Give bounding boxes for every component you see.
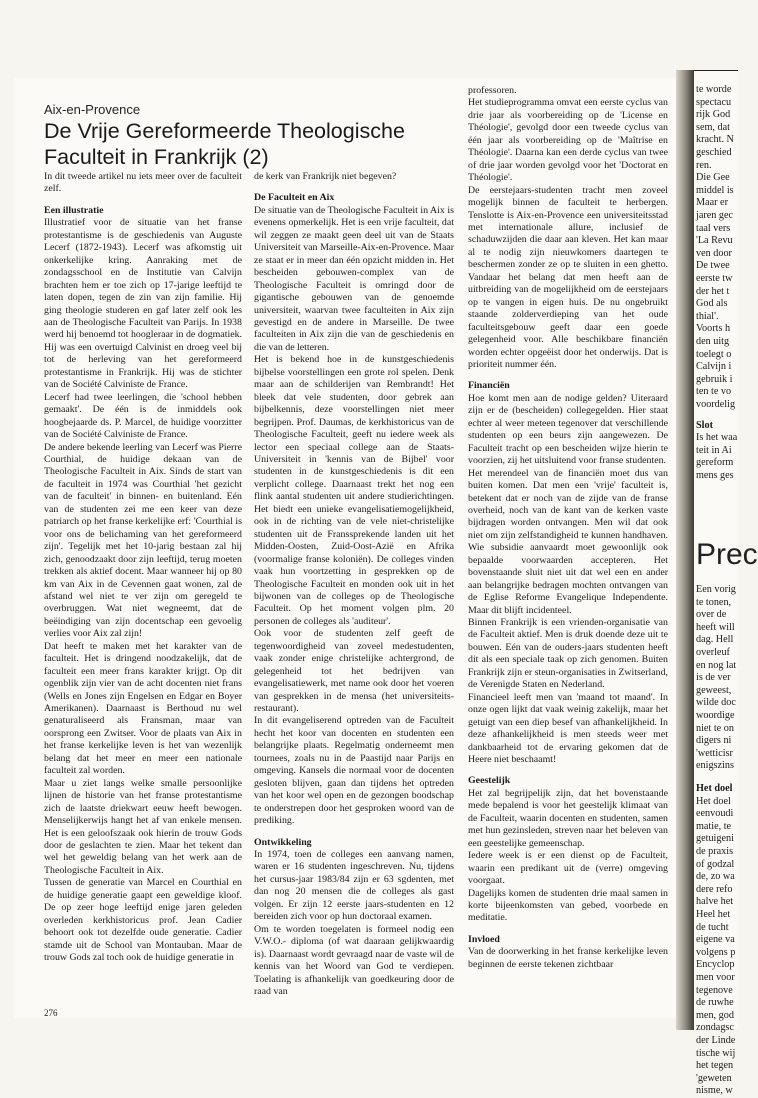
paragraph: Van de doorwerking in het franse kerkelijke leven beginnen de eerste tekenen zichtbaar <box>468 946 668 970</box>
adjacent-text-line: de tucht <box>696 921 729 933</box>
adjacent-text-line: het tegen <box>696 1060 734 1072</box>
adjacent-text-line: Is het waa <box>696 432 738 444</box>
text-column-2 <box>254 171 454 998</box>
adjacent-text-line: wilde doc <box>696 697 736 709</box>
paragraph: De andere bekende leerling van Lecerf was Pierre Courthial, de huidige dekaan van de Theologische Faculteit in Aix. Sinds de start van de faculteit in 1974 was Courthial 'het gezicht van de faculteit' in binnen- en buitenland. Eén van de studenten zei me een keer van deze patriarch op het franse kerkelijke erf: 'Courthial is voor ons de belichaming van het gereformeerd zijn'. Tegelijk met het 10-jarig bestaan zal hij zich, genoodzaakt door zijn leeftijd, terug moeten trekken als aktief docent. Maar wanneer hij op 80 km van Aix in de Cevennen gaat wonen, zal de afstand wel niet te ver zijn om geregeld te overbruggen. Wat niet wegneemt, dat de beëindiging van zijn docentschap een gevoelig verlies voor Aix zal zijn! <box>44 441 242 640</box>
adjacent-heading: Het doel <box>696 783 733 794</box>
adjacent-text-line: is de ver <box>696 672 731 684</box>
section-heading: De Faculteit en Aix <box>254 192 335 204</box>
paragraph: Dat heeft te maken met het karakter van de faculteit. Het is dringend noodzakelijk, dat de faculteit een meer frans karakter krijgt. Op dit ogenblik zijn vier van de acht docenten niet frans (Wells en Jones zijn Engelsen en Edgar en Boyer Amerikanen). Daarnaast is Berthoud nu wel genaturaliseerd als Fransman, maar van oorsprong een Zwitser. Voor de plaats van Aix in het franse kerkelijke leven is het van wezenlijk belang dat het meer en meer een nationale faculteit zal worden. <box>44 640 242 777</box>
adjacent-text-line: der Linde <box>696 1035 736 1046</box>
adjacent-text-line: sem, dat <box>696 121 730 133</box>
book-gutter <box>676 70 694 1030</box>
adjacent-text-line: eerste tw <box>696 273 733 284</box>
adjacent-text-line: heeft will <box>696 621 735 633</box>
adjacent-text-line: der het t <box>696 285 730 297</box>
paragraph: Om te worden toegelaten is formeel nodig een V.W.O.- diploma (of wat daaraan gelijkwaardig is). Daarnaast wordt gevraagd naar de vaste wil de kennis van het Woord van God te verdiepen. Toelating is afhankelijk van goedkeuring door de raad van <box>254 923 454 997</box>
adjacent-text-line: geschied <box>696 147 732 158</box>
paragraph: Iedere week is er een dienst op de Faculteit, waarin een predikant uit de (verre) omgeving voorgaat. <box>468 850 668 887</box>
adjacent-text-line: Maar er <box>696 197 728 209</box>
adjacent-text-line: de, zo wa <box>696 871 735 883</box>
article-title: De Vrije Gereformeerde Theologische Faculteit in Frankrijk (2) <box>44 119 405 169</box>
adjacent-article-title: Prec <box>696 538 758 571</box>
adjacent-text-line: God als <box>696 298 728 310</box>
paragraph: Ook voor de studenten zelf geeft de tegenwoordigheid van zoveel medestudenten, vaak zonder enige christelijke achtergrond, de gelegenheid tot het bedrijven van evangelisatiewerk, met name ook door het voeren van gesprekken in de mensa (het universiteits- restaurant). <box>254 628 454 715</box>
adjacent-text-line: overleuf <box>696 647 730 658</box>
paragraph: In dit tweede artikel nu iets meer over de faculteit zelf. <box>44 171 242 195</box>
paragraph: Het studieprogramma omvat een eerste cyclus van drie jaar als voorbereiding op de 'License en Théologie', gevolgd door een tweede cyclus van één jaar als voorbereiding op de 'Maîtrise en Théologie'. Daarna kan een derde cyclus van twee of drie jaar worden gevolgd voor het 'Doctorat en Théologie'. <box>468 97 668 184</box>
paragraph: Lecerf had twee leerlingen, die 'school hebben gemaakt'. De één is de inmiddels ook hoogbejaarde ds. P. Marcel, de huidige voorzitter van de Société Calviniste de France. <box>44 391 242 441</box>
adjacent-text-line: woordige <box>696 710 735 721</box>
adjacent-text-line: te tonen, <box>696 596 732 608</box>
adjacent-text-line: te worde <box>696 84 732 95</box>
adjacent-text-line: spectacu <box>696 96 732 108</box>
adjacent-text-line: mens ges <box>696 470 734 481</box>
adjacent-text-line: niet te on <box>696 722 734 734</box>
adjacent-text-line: nisme, w <box>696 1085 733 1097</box>
paragraph: Tussen de generatie van Marcel en Courthial en de huidige generatie gaapt een geweldige kloof. De op zeer hoge leeftijd enige jaren geleden overleden kerkhistoricus prof. Jean Cadier behoort ook tot dezelfde oude generatie. Cadier stamde uit de School van Montauban. Maar de trouw Gods zal toch ook de huidige generatie in <box>44 877 242 964</box>
adjacent-text-line: enigszins <box>696 760 734 772</box>
adjacent-text-line: De twee <box>696 260 730 272</box>
adjacent-text-line: of godzal <box>696 858 735 870</box>
adjacent-text-line: tegenove <box>696 984 733 996</box>
adjacent-text-line: halve het <box>696 896 734 908</box>
paragraph: Maar u ziet langs welke smalle persoonlijke lijnen de historie van het franse protestantisme zich de laatste driekwart eeuw heeft bewogen. Menselijkerwijs hangt het af van enkele mensen. Het is een geloofszaak ook hierin de trouw Gods door de geslachten te zien. Maar het tekent dan wel het geweldig belang van het werk aan de Theologische Faculteit in Aix. <box>44 777 242 876</box>
adjacent-text-line: teit in Ai <box>696 444 732 456</box>
adjacent-text-line: Het doel <box>696 795 731 807</box>
page-number: 276 <box>44 1008 58 1018</box>
adjacent-text-line: middel is <box>696 184 734 196</box>
text-column-3 <box>468 85 668 971</box>
adjacent-text-line: Heel het <box>696 909 731 920</box>
adjacent-text-line: tische wij <box>696 1047 736 1059</box>
top-rule <box>694 70 738 71</box>
adjacent-text-line: gebruik i <box>696 373 733 385</box>
paragraph: Het zal begrijpelijk zijn, dat het bovenstaande mede bepalend is voor het geestelijk klimaat van de Faculteit, waarin docenten en studenten, samen met hun gezinsleden, streven naar het beleven van een geestelijke gemeenschap. <box>468 787 668 849</box>
adjacent-text-line: taal vers <box>696 222 731 234</box>
paragraph: Illustratief voor de situatie van het franse protestantisme is de geschiedenis van Auguste Lecerf (1872-1943). Lecerf was afkomstig uit onkerkelijke kring. Aanraking met de zondagsschool en de Institutie van Calvijn brachten hem er toe zich op 17-jarige leeftijd te laten dopen, tegen de zin van zijn familie. Hij ging theologie studeren en gaf later zelf ook les aan de Theologische Faculteit van Parijs. In 1938 werd hij benoemd tot hoogleraar in de dogmatiek. Hij was een overtuigd Calvinist en droeg veel bij tot de herleving van het gereformeerd protestantisme in Frankrijk. Hij was de stichter van de Société Calviniste de France. <box>44 217 242 391</box>
section-heading: Een illustratie <box>44 204 104 216</box>
adjacent-text-line: digers ni <box>696 735 732 747</box>
adjacent-text-line: Die Gee <box>696 172 730 184</box>
paragraph: In 1974, toen de colleges een aanvang namen, waren er 16 studenten ingeschreven. Nu, tijdens het cursus-jaar 1983/84 zijn er 63 sgdenten, met dan nog 20 mensen die de colleges als gast volgen. Er zijn 12 eerste jaars-studenten en 12 bereiden zich voor op hun doctoraal examen. <box>254 849 454 923</box>
adjacent-text-line: Calvijn i <box>696 361 732 373</box>
paragraph: Binnen Frankrijk is een vrienden-organisatie van de Faculteit aktief. Men is druk doende deze uit te bouwen. Eén van de ouders-jaars studenten heeft dit als een speciale taak op zich genomen. Buiten Frankrijk zijn er steun-organisaties in Zwitserland, de Verenigde Staten en Nederland. <box>468 617 669 691</box>
adjacent-text-line: geweest, <box>696 684 732 696</box>
paragraph: De eerstejaars-studenten tracht men zoveel mogelijk binnen de faculteit te herbergen. Tenslotte is Aix-en-Provence een universiteitsstad met internationale allure, inclusief de schaduwzijden die daar aan kleven. Het kan maar al te nodig zijn nieuwkomers daartegen te beschermen zonder ze op te sluiten in een ghetto. Vandaar het belang dat men heeft aan de uitbreiding van de mogelijkheid om de eerstejaars op te vangen in eigen huis. De nu ongebruikt staande zolderverdieping van het oude faculteitsgebouw geeft daar een goede gelegenheid voor. Alle beschikbare financiën worden echter opgeëist door het onderwijs. Dat is prioriteit nummer één. <box>468 184 668 370</box>
adjacent-text-line: matie, te <box>696 820 732 832</box>
section-heading: Ontwikkeling <box>254 836 312 848</box>
adjacent-text-line: thial'. <box>696 310 719 322</box>
adjacent-text-line: men, god <box>696 1009 734 1021</box>
section-heading: Geestelijk <box>468 775 511 787</box>
adjacent-text-line: toelegt o <box>696 348 732 360</box>
adjacent-text-line: dag. Hell <box>696 634 734 646</box>
adjacent-text-line: ten te vo <box>696 386 732 398</box>
paragraph: De situatie van de Theologische Faculteit in Aix is evenens opmerkelijk. Het is een vrije faculteit, dat wil zeggen ze maakt geen deel uit van de Staats Universiteit van Marseille-Aix-en-Provence. Maar ze staat er in meer dan één opzicht midden in. Het bescheiden gebouwen-complex van de Theologische Faculteit is omringd door de gigantische gebouwen van de genoemde universiteit, waarvan twee faculteiten in Aix zijn gevestigd en de andere in Marseille. De twee faculteiten in Aix zijn die van de geschiedenis en die van de letteren. <box>254 204 454 353</box>
adjacent-text-line: den uitg <box>696 336 730 347</box>
adjacent-text-line: over de <box>696 609 727 621</box>
paragraph: Dagelijks komen de studenten drie maal samen in korte bijeenkomsten van gebed, voorbede en meditatie. <box>468 887 668 924</box>
adjacent-text-line: 'geweten <box>696 1072 732 1084</box>
paragraph: de kerk van Frankrijk niet begeven? <box>254 171 397 182</box>
adjacent-text-line: de ruwhe <box>696 997 734 1009</box>
paragraph: Het is bekend hoe in de kunstgeschiedenis bijbelse voorstellingen een grote rol spelen. Denk maar aan de schilderijen van Rembrandt! Het bleek dat vele studenten, door gebrek aan bijbelkennis, deze voorstellingen niet meer begrijpen. Prof. Daumas, de kerkhistoricus van de Theologische Faculteit, geeft nu iedere week als lector een speciaal college aan de Staats-Universiteit in 'kennis van de Bijbel' voor studenten in de kunstgeschiedenis is dit een verplicht college. Daarnaast trekt het nog een flink aantal studenten uit andere studierichtingen. Het biedt een unieke evangelisatiemogelijkheid, ook in de richting van de vele niet-christelijke studenten uit de Franssprekende landen uit het Midden-Oosten, Zuid-Oost-Azië en Afrika (voormalige franse koloniën). De colleges vinden vaak hun voortzetting in gesprekken op de Theologische Faculteit en monden ook uit in het bijwonen van de colleges op de Theologische Faculteit. Op het moment volgen plm. 20 personen de colleges als 'auditeur'. <box>254 354 454 627</box>
adjacent-text-line: en nog lat <box>696 659 737 671</box>
adjacent-text-line: zondagsc <box>696 1022 734 1034</box>
paragraph: professoren. <box>468 85 517 96</box>
adjacent-text-line: Encyclop <box>696 959 735 971</box>
paragraph: In dit evangeliserend optreden van de Faculteit hecht het koor van docenten en studenten een belangrijke plaats. Regelmatig onderneemt men tournees, zoals nu in de Paastijd naar Parijs en omgeving. Kansels die normaal voor de docenten gesloten blijven, gaan dan tijdens het optreden van het koor wel open en de gezongen boodschap te onderstrepen door het gesproken woord van de prediking. <box>254 715 454 827</box>
adjacent-text-line: kracht. N <box>696 134 734 146</box>
adjacent-text-line: getuigeni <box>696 833 734 845</box>
article-kicker: Aix-en-Provence <box>44 102 141 117</box>
adjacent-text-line: jaren gec <box>696 210 734 221</box>
section-heading: Financiën <box>468 380 510 392</box>
adjacent-text-line: Voorts h <box>696 323 731 335</box>
text-column-1 <box>44 171 242 965</box>
paragraph: Het merendeel van de financiën moet dus van buiten komen. Dat men een 'vrije' faculteit is, betekent dat er noch van de zijde van de franse overheid, noch van de kant van de kerken vaste bijdragen worden ontvangen. Men wil dat ook niet om zijn zelfstandigheid te kunnen handhaven. Wie subsidie aanvaardt moet gewoonlijk ook bepaalde voorwaarden accepteren. Het bovenstaande sluit niet uit dat wel een en ander aan belangrijke bedragen mochten ontvangen van de Eglise Reforme Evangelique Independente. Maar dit blijft incidenteel. <box>468 467 668 616</box>
adjacent-heading: Slot <box>696 419 713 431</box>
adjacent-text-line: ven door <box>696 247 732 259</box>
adjacent-text-line: gereform <box>696 457 734 469</box>
adjacent-text-line: eigene va <box>696 934 735 946</box>
section-heading: Invloed <box>468 933 500 945</box>
adjacent-text-line: volgens p <box>696 946 736 958</box>
adjacent-text-line: 'La Revu <box>696 235 733 247</box>
paragraph: Financieel leeft men van 'maand tot maand'. In onze ogen lijkt dat vaak weinig zakelijk, maar het getuigt van een diep besef van afhankelijkheid. In deze afhankelijkheid is men steeds weer met dankbaarheid tot de ervaring gekomen dat de Heere niet beschaamt! <box>468 691 668 766</box>
adjacent-page <box>694 70 758 1097</box>
adjacent-text-line: voordelig <box>696 399 736 410</box>
adjacent-text-line: 'wetticisr <box>696 747 733 759</box>
adjacent-text-line: de praxis <box>696 846 734 857</box>
adjacent-text-line: dere refo <box>696 883 733 895</box>
paragraph: Hoe komt men aan de nodige gelden? Uiteraard zijn er de (bescheiden) collegegelden. Hier staat echter al weer meteen tegenover dat verschillende studenten op een beurs zijn aangewezen. De Faculteit tracht op een bescheiden wijze hierin te voorzien, zij het uitsluitend voor franse studenten. <box>468 392 668 467</box>
adjacent-text-line: men voor <box>696 972 735 983</box>
adjacent-text-line: Een vorig <box>696 584 736 595</box>
adjacent-text-line: ren. <box>696 159 712 171</box>
adjacent-text-line: rijk God <box>696 109 731 121</box>
adjacent-text-line: eenvoudi <box>696 808 734 820</box>
